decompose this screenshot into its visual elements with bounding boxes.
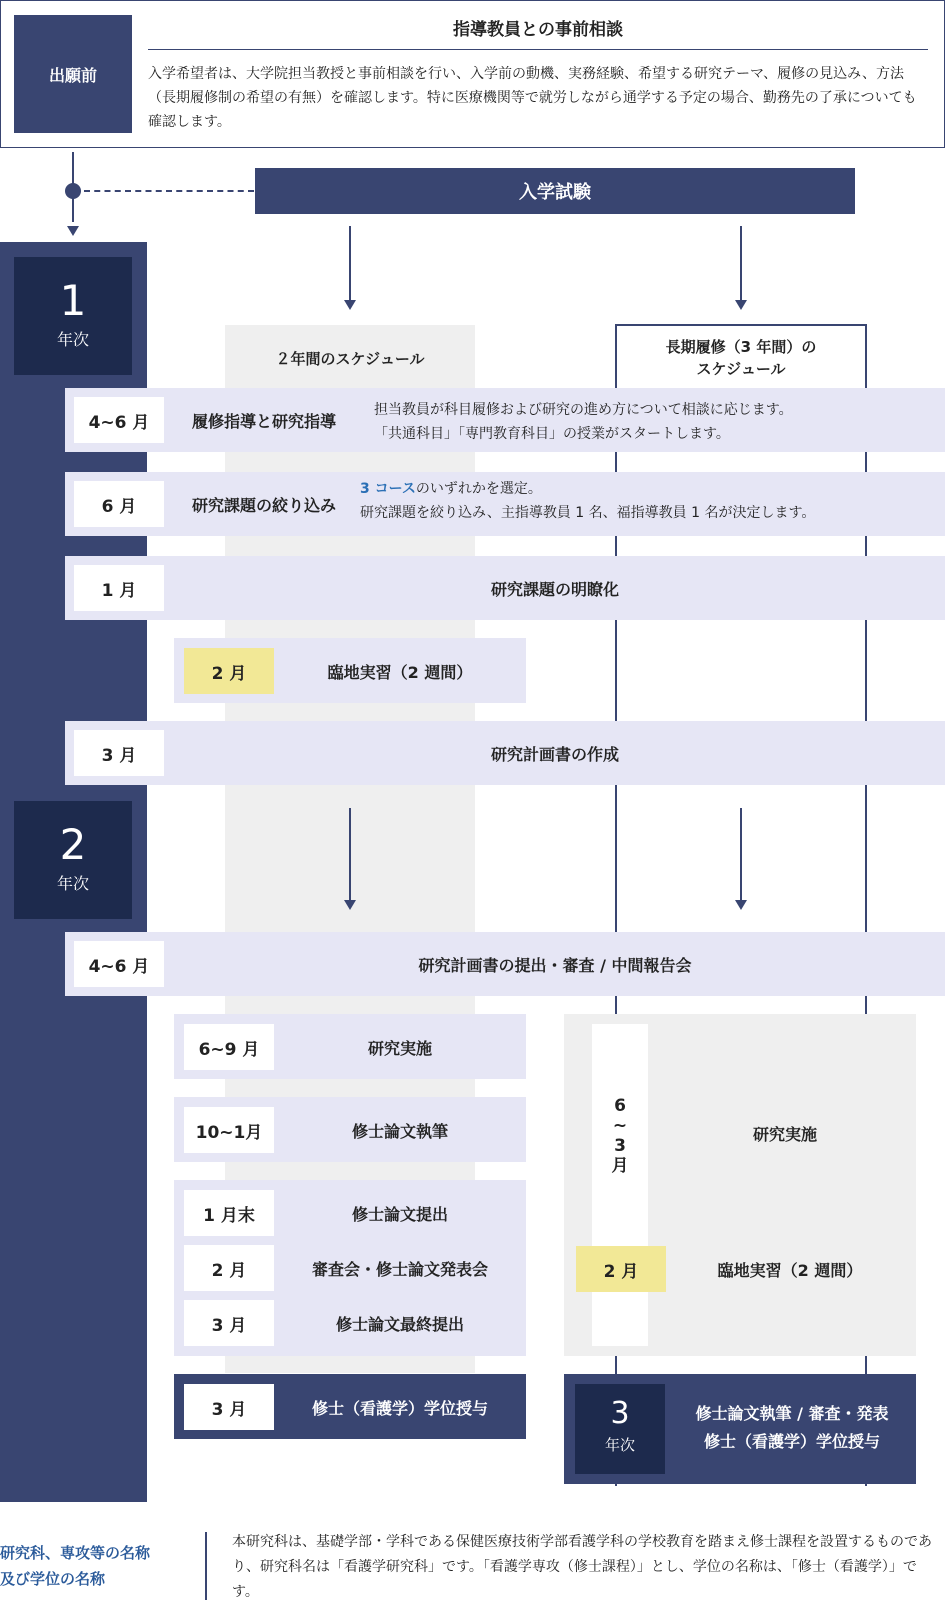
footer-divider [205, 1532, 207, 1600]
l2-writing-label: 修士論文執筆 [351, 1121, 448, 1141]
row-topic-narrowing-label: 研究課題の絞り込み [191, 495, 336, 515]
arrow-left-2-head [344, 900, 356, 910]
l2-research-label: 研究実施 [367, 1038, 432, 1058]
arrow-right-2-head [735, 900, 747, 910]
year-1-number: 1 [59, 276, 87, 325]
timeline-arrow-head [67, 226, 79, 236]
year-3-label: 年次 [604, 1436, 635, 1454]
l2-research-month: 6~9 月 [184, 1024, 274, 1070]
row-plan-creation-label: 研究計画書の作成 [490, 744, 619, 764]
row-clarification-label: 研究課題の明瞭化 [490, 579, 619, 599]
pre-application-label: 出願前 [14, 15, 132, 133]
row-clarification-month: 1 月 [74, 565, 164, 611]
arrow-left-2 [349, 808, 351, 900]
r3-final-text [672, 1400, 912, 1456]
row-practicum-2y-month: 2 月 [184, 648, 274, 694]
course-highlight: 3 コース [360, 481, 416, 497]
l2-submit-label: 修士論文提出 [351, 1204, 448, 1224]
row-topic-narrowing-line2: 研究課題を絞り込み、主指導教員 1 名、福指導教員 1 名が決定します。 [360, 505, 816, 521]
footer-body: 本研究科は、基礎学部・学科である保健医療技術学部看護学科の学校教育を踏まえ修士課程を設置するものであり、研究科名は「看護学研究科」です。「看護学専攻（修士課程）」とし、学位の名称は、「修士（看護学）」です。 [232, 1534, 932, 1600]
row-plan-review-label: 研究計画書の提出・審査 / 中間報告会 [418, 955, 692, 975]
r3-month-c4: 月 [611, 1156, 629, 1176]
r3-month-c2: ~ [612, 1116, 628, 1136]
year-2-number: 2 [59, 820, 87, 869]
pre-application-body: 入学希望者は、大学院担当教授と事前相談を行い、入学前の動機、実務経験、希望する研究テーマ、履修の見込み、方法（長期履修制の希望の有無）を確認します。特に医療機関等で就労しながら通学する予定の場合、勤務先の了承についても確認します。 [148, 66, 917, 130]
l2-submit-month: 1 月末 [184, 1190, 274, 1236]
row-guidance-line2: 「共通科目」「専門教育科目」の授業がスタートします。 [374, 426, 730, 442]
dashed-connector [84, 190, 254, 192]
year-2-label: 年次 [56, 874, 89, 893]
l2-final-submit-month: 3 月 [184, 1300, 274, 1346]
r3-month-c1: 6 [614, 1096, 626, 1116]
r3-final-line1: 修士論文執筆 / 審査・発表 [695, 1404, 889, 1423]
row-practicum-2y-label: 臨地実習（2 週間） [327, 662, 473, 682]
row-guidance-line1: 担当教員が科目履修および研究の進め方について相談に応じます。 [374, 402, 793, 418]
arrow-right-1 [740, 226, 742, 300]
pre-application-title: 指導教員との事前相談 [453, 19, 623, 40]
footer-title-line2: 及び学位の名称 [0, 1570, 106, 1588]
l2-degree-label: 修士（看護学）学位授与 [311, 1398, 488, 1418]
year-2-badge [14, 801, 132, 919]
three-year-title-line2: スケジュール [696, 360, 786, 378]
row-plan-creation-month: 3 月 [74, 730, 164, 776]
row-guidance-label: 履修指導と研究指導 [191, 411, 336, 431]
row-guidance-text [374, 398, 934, 446]
year-1-badge [14, 257, 132, 375]
arrow-left-1 [349, 226, 351, 300]
footer-title [0, 1540, 200, 1592]
l2-degree-month: 3 月 [184, 1384, 274, 1430]
row-topic-narrowing-text [360, 477, 940, 525]
r3-research-label: 研究実施 [752, 1124, 817, 1144]
l2-final-submit-label: 修士論文最終提出 [335, 1314, 464, 1334]
r3-final-line2: 修士（看護学）学位授与 [703, 1432, 880, 1451]
l2-defense-month: 2 月 [184, 1245, 274, 1291]
arrow-right-2 [740, 808, 742, 900]
row-topic-narrowing-line1 [360, 477, 940, 501]
r3-month-vertical [592, 1024, 648, 1346]
three-year-title [617, 336, 865, 380]
arrow-right-1-head [735, 300, 747, 310]
year-3-badge [575, 1384, 665, 1474]
three-year-title-line1: 長期履修（3 年間）の [665, 338, 817, 356]
timeline-dot [65, 183, 81, 199]
r3-month-c3: 3 [614, 1136, 626, 1156]
year-3-number: 3 [610, 1396, 630, 1431]
year-1-label: 年次 [56, 330, 89, 349]
two-year-title: ２年間のスケジュール [275, 349, 425, 368]
entrance-exam-banner: 入学試験 [255, 168, 855, 214]
footer-title-line1: 研究科、専攻等の名称 [0, 1544, 151, 1562]
r3-practicum-label: 臨地実習（2 週間） [717, 1260, 863, 1280]
pre-application-divider [148, 49, 928, 50]
row-topic-narrowing-month: 6 月 [74, 481, 164, 527]
row-guidance-month: 4~6 月 [74, 397, 164, 443]
l2-defense-label: 審査会・修士論文発表会 [311, 1259, 488, 1279]
arrow-left-1-head [344, 300, 356, 310]
row-topic-narrowing-line1-rest: のいずれかを選定。 [415, 481, 542, 497]
r3-practicum-month: 2 月 [576, 1246, 666, 1292]
l2-writing-month: 10~1月 [184, 1107, 274, 1153]
row-plan-review-month: 4~6 月 [74, 941, 164, 987]
